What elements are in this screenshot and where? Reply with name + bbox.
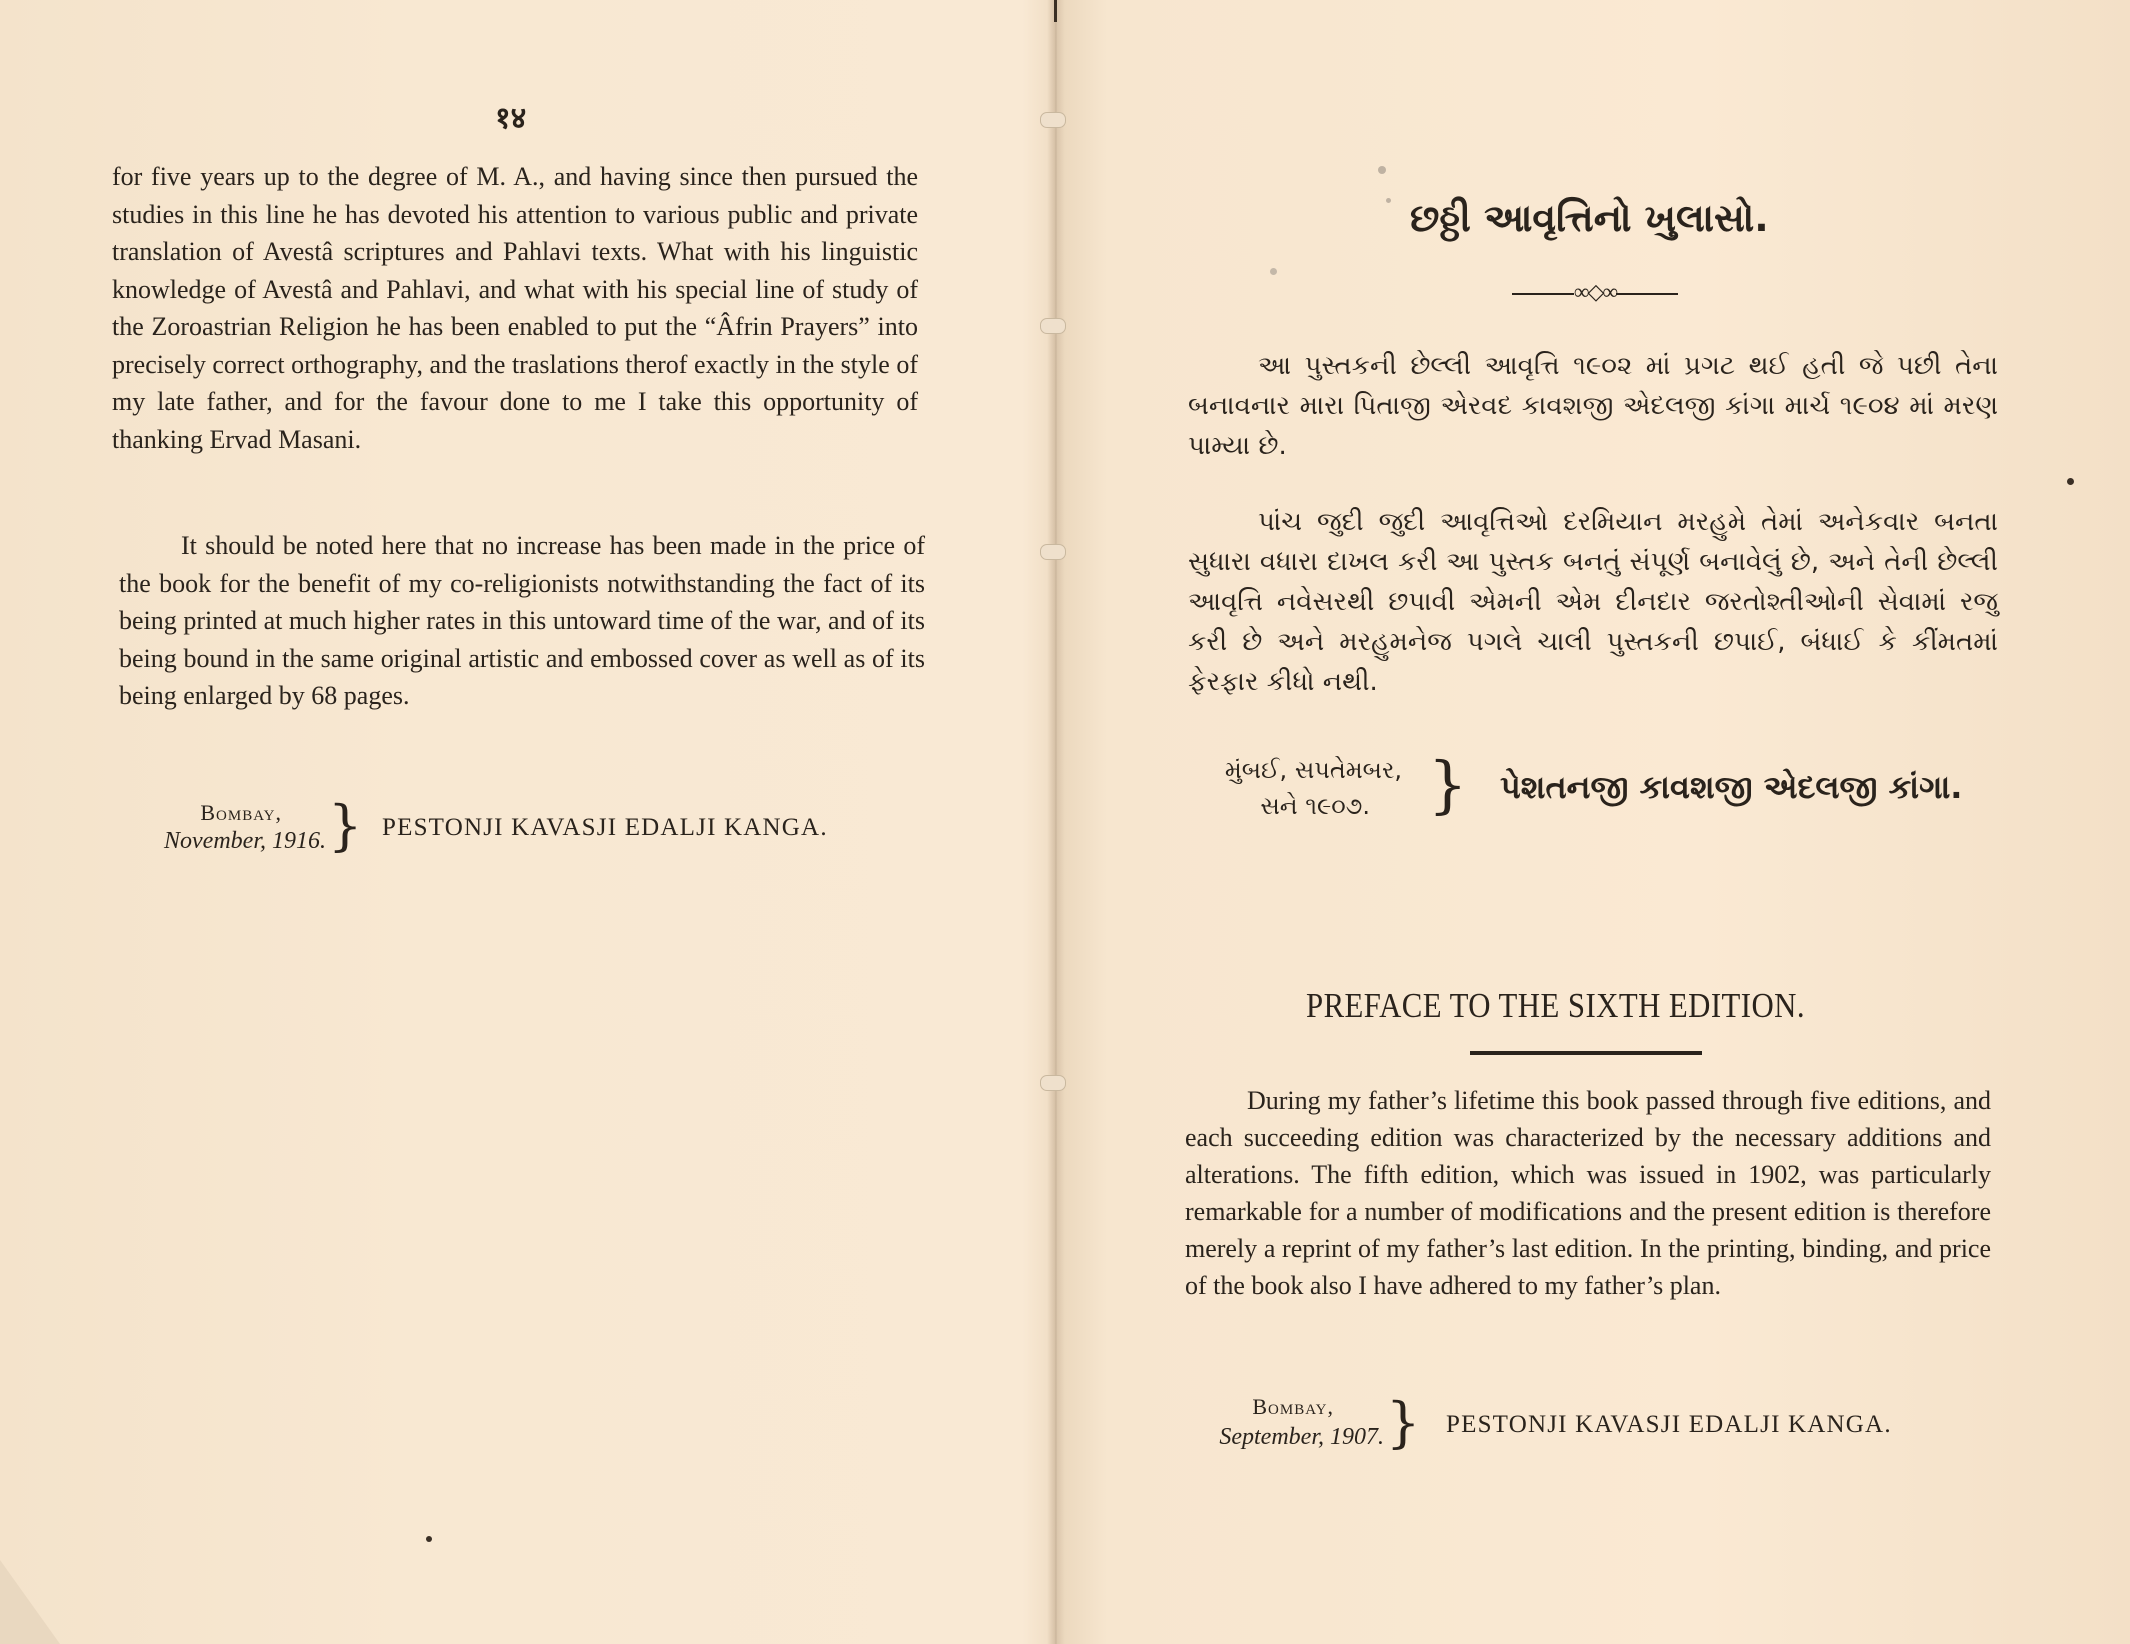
signature-name: PESTONJI KAVASJI EDALJI KANGA.: [382, 814, 828, 841]
signature-date: September, 1907.: [1219, 1424, 1384, 1450]
gujarati-paragraph-1: આ પુસ્તકની છેલ્લી આવૃત્તિ ૧૯૦૨ માં પ્રગટ થઈ હતી જે પછી તેના બનાવનાર મારા પિતાજી એરવદ કાવશજી એદલજી કાંગા માર્ચ ૧૯૦૪ માં મરણ પામ્યા છે.: [1188, 351, 1998, 461]
ornament-line: [1512, 293, 1574, 295]
brace-icon: }: [328, 794, 363, 857]
heading-rule: [1470, 1051, 1702, 1055]
binding-tab: [1040, 1075, 1066, 1091]
book-gutter: [1047, 0, 1065, 1644]
signature-place: Bombay,: [200, 800, 282, 825]
left-paragraph-1: for five years up to the degree of M. A., and having since then pursued the studies in this line he has devoted his attention to various public and private translation of Avestâ scriptures and Pahlavi texts. What with his linguistic knowledge of Avestâ and Pahlavi, and what with his special line of study of the Zoroastrian Religion he has been enabled to put the “Âfrin Prayers” into precisely correct orthography, and the traslations therof exactly in the style of my late father, and for the favour done to me I take this opportunity of thanking Ervad Masani.: [112, 162, 918, 454]
paper-speck: [1386, 198, 1391, 203]
gujarati-signature-place: મુંબઈ, સપતેમબર,: [1224, 756, 1402, 784]
signature-date: November, 1916.: [164, 828, 326, 854]
english-paragraph: During my father’s lifetime this book passed through five editions, and each succeeding edition was characterized by the necessary additions and alterations. The fifth edition, which was issued in 1902, was particularly remarkable for a number of modifications and the present edition is therefore merely a reprint of my father’s last edition. In the printing, binding, and price of the book also I have adhered to my father’s plan.: [1185, 1086, 1991, 1300]
gutter-mark: [1054, 0, 1057, 22]
ornament-line: [1616, 293, 1678, 295]
binding-tab: [1040, 318, 1066, 334]
binding-tab: [1040, 544, 1066, 560]
gujarati-signature-date: સને ૧૯૦૭.: [1260, 792, 1370, 820]
gujarati-paragraph-2: પાંચ જુદી જુદી આવૃત્તિઓ દરમિયાન મરહુમે તેમાં અનેકવાર બનતા સુધારા વધારા દાખલ કરી આ પુસ્તક બનતું સંપૂર્ણ બનાવેલું છે, અને તેની છેલ્લી આવૃત્તિ નવેસરથી છપાવી એમની એમ દીનદાર જરતોશ્તીઓની સેવામાં રજુ કરી છે અને મરહુમનેજ પગલે ચાલી પુસ્તકની છપાઈ, બંધાઈ કે કીંમતમાં ફેરફાર કીધો નથી.: [1188, 507, 1998, 697]
ornament-divider: [1495, 279, 1695, 309]
binding-tab: [1040, 112, 1066, 128]
gujarati-signature-name: પેશતનજી કાવશજી એદલજી કાંગા.: [1500, 768, 1963, 806]
english-heading: PREFACE TO THE SIXTH EDITION.: [1306, 986, 1806, 1025]
brace-icon: }: [1386, 1391, 1421, 1454]
paper-speck: [1270, 268, 1277, 275]
page-corner: [0, 1560, 60, 1644]
paper-speck: [1378, 166, 1386, 174]
gujarati-heading: છઠ્ઠી આવૃત્તિનો ખુલાસો.: [1410, 196, 1769, 240]
ornament-glyph: ∞◇∞: [1573, 279, 1617, 304]
signature-place: Bombay,: [1252, 1394, 1334, 1419]
brace-icon: }: [1428, 748, 1468, 821]
signature-name: PESTONJI KAVASJI EDALJI KANGA.: [1446, 1411, 1892, 1438]
left-page: [0, 0, 1050, 1644]
paper-speck: [426, 1536, 432, 1542]
left-paragraph-2: It should be noted here that no increase has been made in the price of the book for the benefit of my co-religionists notwithstanding the fact of its being printed at much higher rates in this untoward time of the war, and of its being bound in the same original artistic and embossed cover as well as of its being enlarged by 68 pages.: [119, 531, 925, 710]
paper-speck: [2067, 478, 2074, 485]
page-number: १४: [495, 101, 527, 136]
